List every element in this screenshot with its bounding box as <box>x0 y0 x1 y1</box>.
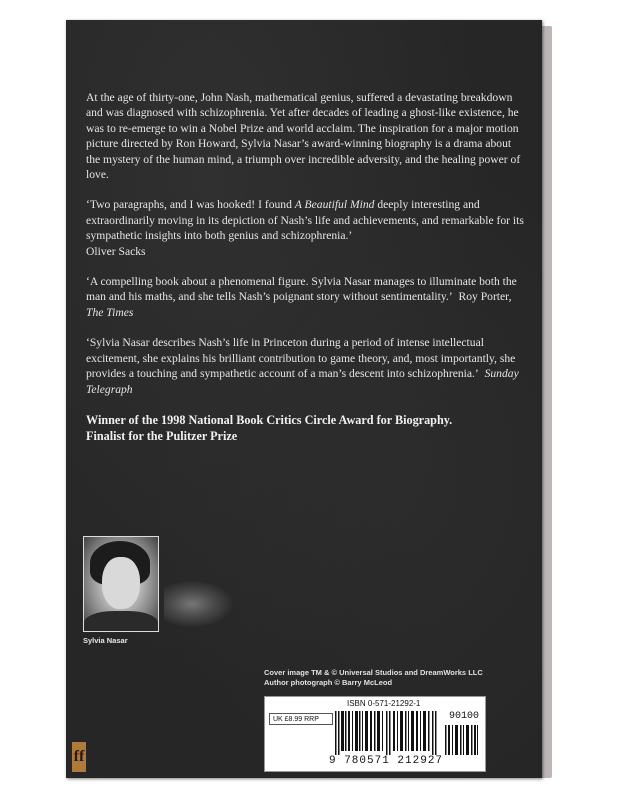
faber-logo: ff <box>72 742 86 772</box>
barcode-bars <box>335 711 440 755</box>
author-photo <box>83 536 159 632</box>
award-text: Winner of the 1998 National Book Critics Circle Award for Biography. Finalist for the Pulitzer Prize <box>86 412 453 443</box>
blurb-text <box>86 90 526 444</box>
ean-number: 9 780571 212927 <box>329 755 444 767</box>
addon-bars <box>445 725 479 755</box>
addon-number: 90100 <box>449 711 480 722</box>
quote-oliver-sacks: ‘Two paragraphs, and I was hooked! I found A Beautiful Mind deeply interesting and extraordinarily moving in its depiction of Nash’s life and achievements, and remarkable for its sympathetic insights into both genius and schizophrenia.’ Oliver Sacks <box>86 198 524 258</box>
barcode-label <box>264 696 486 772</box>
quote-sunday-telegraph: ‘Sylvia Nasar describes Nash’s life in Princeton during a period of intense intellectual excitement, she explains his brilliant contribution to game theory, and, most importantly, she provides a touching and sympathetic account of a man’s descent into schizophrenia.’ Sunday Telegraph <box>86 336 519 396</box>
synopsis: At the age of thirty-one, John Nash, mathematical genius, suffered a devastating breakdown and was diagnosed with schizophrenia. Yet after decades of leading a ghost-like existence, he was to re-emerge to win a Nobel Prize and world acclaim. The inspiration for a major motion picture directed by Ron Howard, Sylvia Nasar’s award-winning biography is a drama about the mystery of the human mind, a triumph over incredible adversity, and the healing power of love. <box>86 91 521 182</box>
image-credits: Cover image TM & © Universal Studios and DreamWorks LLC Author photograph © Barry McLeod <box>264 668 483 687</box>
cover-smudge <box>164 580 234 628</box>
quote-roy-porter: ‘A compelling book about a phenomenal figure. Sylvia Nasar manages to illuminate both the man and his maths, and she tells Nash’s poignant story without sentimentality.’ Roy Porter, The Times <box>86 275 517 319</box>
author-caption: Sylvia Nasar <box>83 636 128 645</box>
isbn-text: ISBN 0-571-21292-1 <box>347 699 421 708</box>
quote-author: Oliver Sacks <box>86 244 146 258</box>
price-text: UK £8.99 RRP <box>269 713 333 725</box>
book-back-cover <box>66 20 542 778</box>
